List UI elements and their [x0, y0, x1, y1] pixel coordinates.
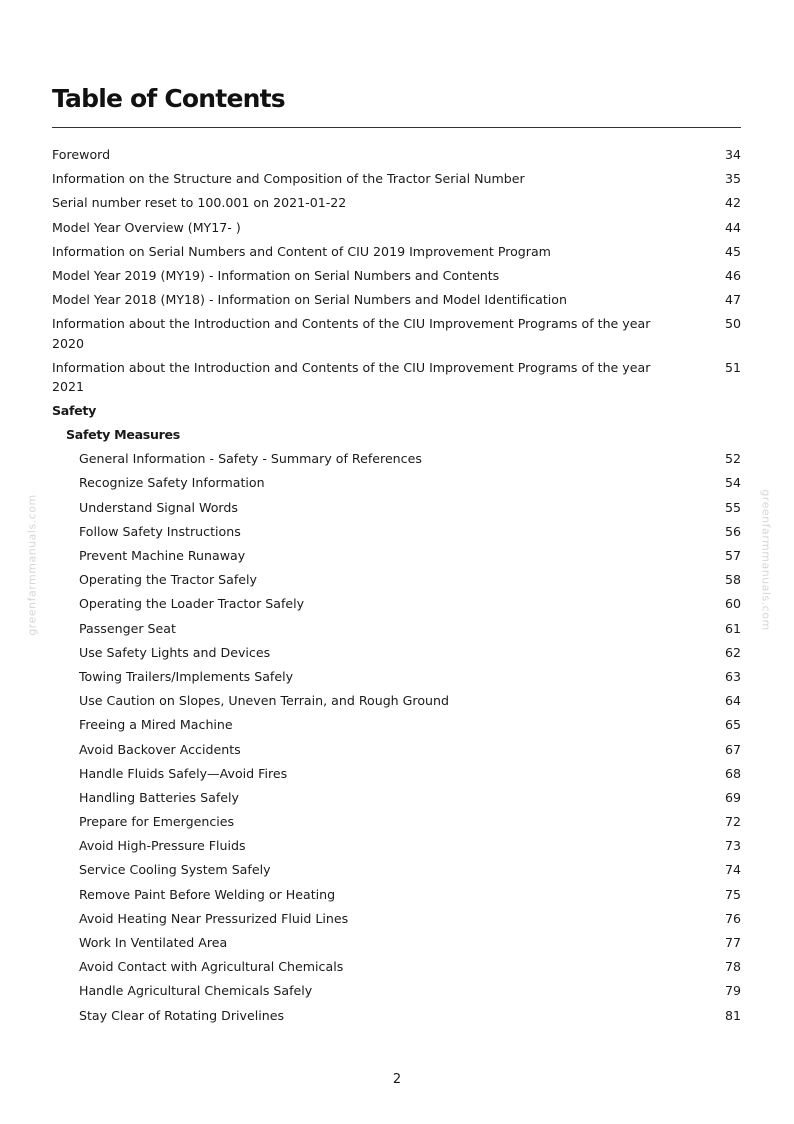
toc-entry-title: Avoid Heating Near Pressurized Fluid Lines [79, 910, 349, 926]
toc-entry-page: 78 [724, 959, 741, 975]
toc-entry[interactable] [52, 522, 741, 542]
toc-entry-page: 64 [724, 693, 741, 709]
toc-entry-page: 58 [724, 572, 741, 588]
toc-entry[interactable] [52, 473, 741, 493]
toc-entry[interactable] [52, 643, 741, 663]
toc-entry-title: Foreword [52, 147, 111, 162]
toc-entry[interactable] [52, 764, 741, 784]
toc-entry-title: Serial number reset to 100.001 on 2021-01-22 [52, 195, 347, 211]
toc-entry[interactable] [52, 740, 741, 760]
toc-entry-title: Model Year Overview (MY17- ) [52, 219, 241, 235]
toc-entry-page: 54 [724, 475, 741, 491]
toc-entry-title: Avoid High-Pressure Fluids [79, 838, 246, 854]
toc-entry-page: 62 [724, 644, 741, 660]
page-number: 2 [392, 1072, 402, 1087]
watermark-right: greenfarmmanuals.com [759, 489, 773, 631]
toc-entry[interactable] [52, 449, 741, 469]
toc-entry-page: 34 [724, 147, 741, 162]
toc-entry-title: Stay Clear of Rotating Drivelines [79, 1007, 285, 1023]
toc-entry-page: 51 [724, 359, 741, 375]
toc-entry-title: Remove Paint Before Welding or Heating [79, 886, 336, 902]
toc-entry-title: Use Safety Lights and Devices [79, 644, 271, 660]
toc-entry-title: Follow Safety Instructions [79, 523, 241, 539]
toc-entry-page: 57 [724, 548, 741, 564]
toc-entry-title: Information on the Structure and Composition of the Tractor Serial Number [52, 171, 525, 187]
toc-entry-page: 76 [724, 910, 741, 926]
toc-entry-title: Towing Trailers/Implements Safely [79, 668, 294, 684]
toc-entry-page: 72 [724, 814, 741, 830]
toc-entry-title: Prepare for Emergencies [79, 814, 235, 830]
toc-entry-title: General Information - Safety - Summary of References [79, 451, 422, 467]
toc-entry-page: 79 [724, 983, 741, 999]
toc-entry-page: 61 [724, 620, 741, 636]
toc-entry-page: 42 [724, 195, 741, 211]
toc-entry-title: Recognize Safety Information [79, 475, 265, 491]
toc-entry-page: 44 [724, 219, 741, 235]
toc-entry[interactable] [52, 358, 741, 397]
toc-entry-page: 56 [724, 523, 741, 539]
toc-entry-title: Service Cooling System Safely [79, 862, 271, 878]
toc-section-title: Safety Measures [66, 427, 180, 443]
toc-entry-title: Avoid Contact with Agricultural Chemicals [79, 959, 344, 975]
toc-entry[interactable] [52, 812, 741, 832]
toc-entry-title: Model Year 2019 (MY19) - Information on Serial Numbers and Contents [52, 267, 500, 283]
toc-entry[interactable] [52, 546, 741, 566]
toc-entry-title: Passenger Seat [79, 620, 176, 636]
toc-entry-title: Operating the Tractor Safely [79, 572, 257, 588]
toc-entry[interactable] [52, 290, 741, 310]
toc-entry[interactable] [52, 909, 741, 929]
toc-entry-page: 52 [724, 451, 741, 467]
toc-subsection-safety-measures[interactable] [52, 425, 741, 445]
toc-entry[interactable] [52, 218, 741, 238]
toc-entry[interactable] [52, 314, 741, 353]
toc-entry-page: 55 [724, 499, 741, 515]
toc-entry[interactable] [52, 715, 741, 735]
toc-section-title: Safety [52, 402, 97, 418]
watermark-left: greenfarmmanuals.com [25, 494, 39, 636]
toc-entry-title: Model Year 2018 (MY18) - Information on Serial Numbers and Model Identification [52, 292, 567, 308]
toc-entry[interactable] [52, 594, 741, 614]
toc-entry[interactable] [52, 266, 741, 286]
toc-entry[interactable] [52, 885, 741, 905]
page-title: Table of Contents [52, 84, 285, 113]
toc-entry-page: 47 [724, 292, 741, 308]
toc-entry[interactable] [52, 957, 741, 977]
toc-entry[interactable] [52, 242, 741, 262]
toc-entry-title: Avoid Backover Accidents [79, 741, 241, 757]
toc-entry-title: Operating the Loader Tractor Safely [79, 596, 305, 612]
toc-entry-title: Freeing a Mired Machine [79, 717, 233, 733]
toc-entry[interactable] [52, 570, 741, 590]
toc-entry-page: 65 [724, 717, 741, 733]
toc-entry-title: Information about the Introduction and Contents of the CIU Improvement Programs of the year 2020 [52, 316, 651, 351]
toc-entry[interactable] [52, 860, 741, 880]
toc-entry[interactable] [52, 193, 741, 213]
toc-entry-page: 73 [724, 838, 741, 854]
toc-entry[interactable] [52, 933, 741, 953]
toc-entry-title: Use Caution on Slopes, Uneven Terrain, and Rough Ground [79, 693, 449, 709]
toc-entry[interactable] [52, 1006, 741, 1026]
toc-entry[interactable] [52, 836, 741, 856]
toc-entry[interactable] [52, 619, 741, 639]
toc-entry-title: Handle Fluids Safely—Avoid Fires [79, 765, 288, 781]
toc-entry-title: Work In Ventilated Area [79, 935, 228, 951]
toc-entry-page: 45 [724, 243, 741, 259]
toc-entry[interactable] [52, 667, 741, 687]
toc-list [52, 145, 741, 1030]
toc-entry-page: 63 [724, 668, 741, 684]
toc-entry[interactable] [52, 169, 741, 189]
toc-entry-page: 50 [724, 316, 741, 332]
toc-entry-title: Information on Serial Numbers and Content of CIU 2019 Improvement Program [52, 243, 551, 259]
toc-entry-title: Prevent Machine Runaway [79, 548, 246, 564]
toc-entry-title: Handling Batteries Safely [79, 789, 239, 805]
toc-entry-page: 81 [724, 1007, 741, 1023]
toc-section-safety[interactable] [52, 401, 741, 421]
toc-entry[interactable] [52, 981, 741, 1001]
toc-entry-page: 35 [724, 171, 741, 187]
toc-entry-title: Information about the Introduction and Contents of the CIU Improvement Programs of the year 2021 [52, 359, 651, 395]
title-divider [52, 127, 741, 128]
toc-entry[interactable] [52, 691, 741, 711]
toc-entry-page: 69 [724, 789, 741, 805]
toc-entry[interactable] [52, 788, 741, 808]
toc-entry-title: Handle Agricultural Chemicals Safely [79, 983, 313, 999]
toc-entry-page: 77 [724, 935, 741, 951]
toc-entry-page: 75 [724, 886, 741, 902]
toc-entry-page: 60 [724, 596, 741, 612]
toc-entry-page: 68 [724, 765, 741, 781]
toc-entry[interactable] [52, 498, 741, 518]
toc-entry-page: 67 [724, 741, 741, 757]
toc-entry-title: Understand Signal Words [79, 499, 238, 515]
toc-entry-page: 46 [724, 267, 741, 283]
toc-entry-foreword[interactable] [52, 145, 741, 165]
toc-entry-page: 74 [724, 862, 741, 878]
